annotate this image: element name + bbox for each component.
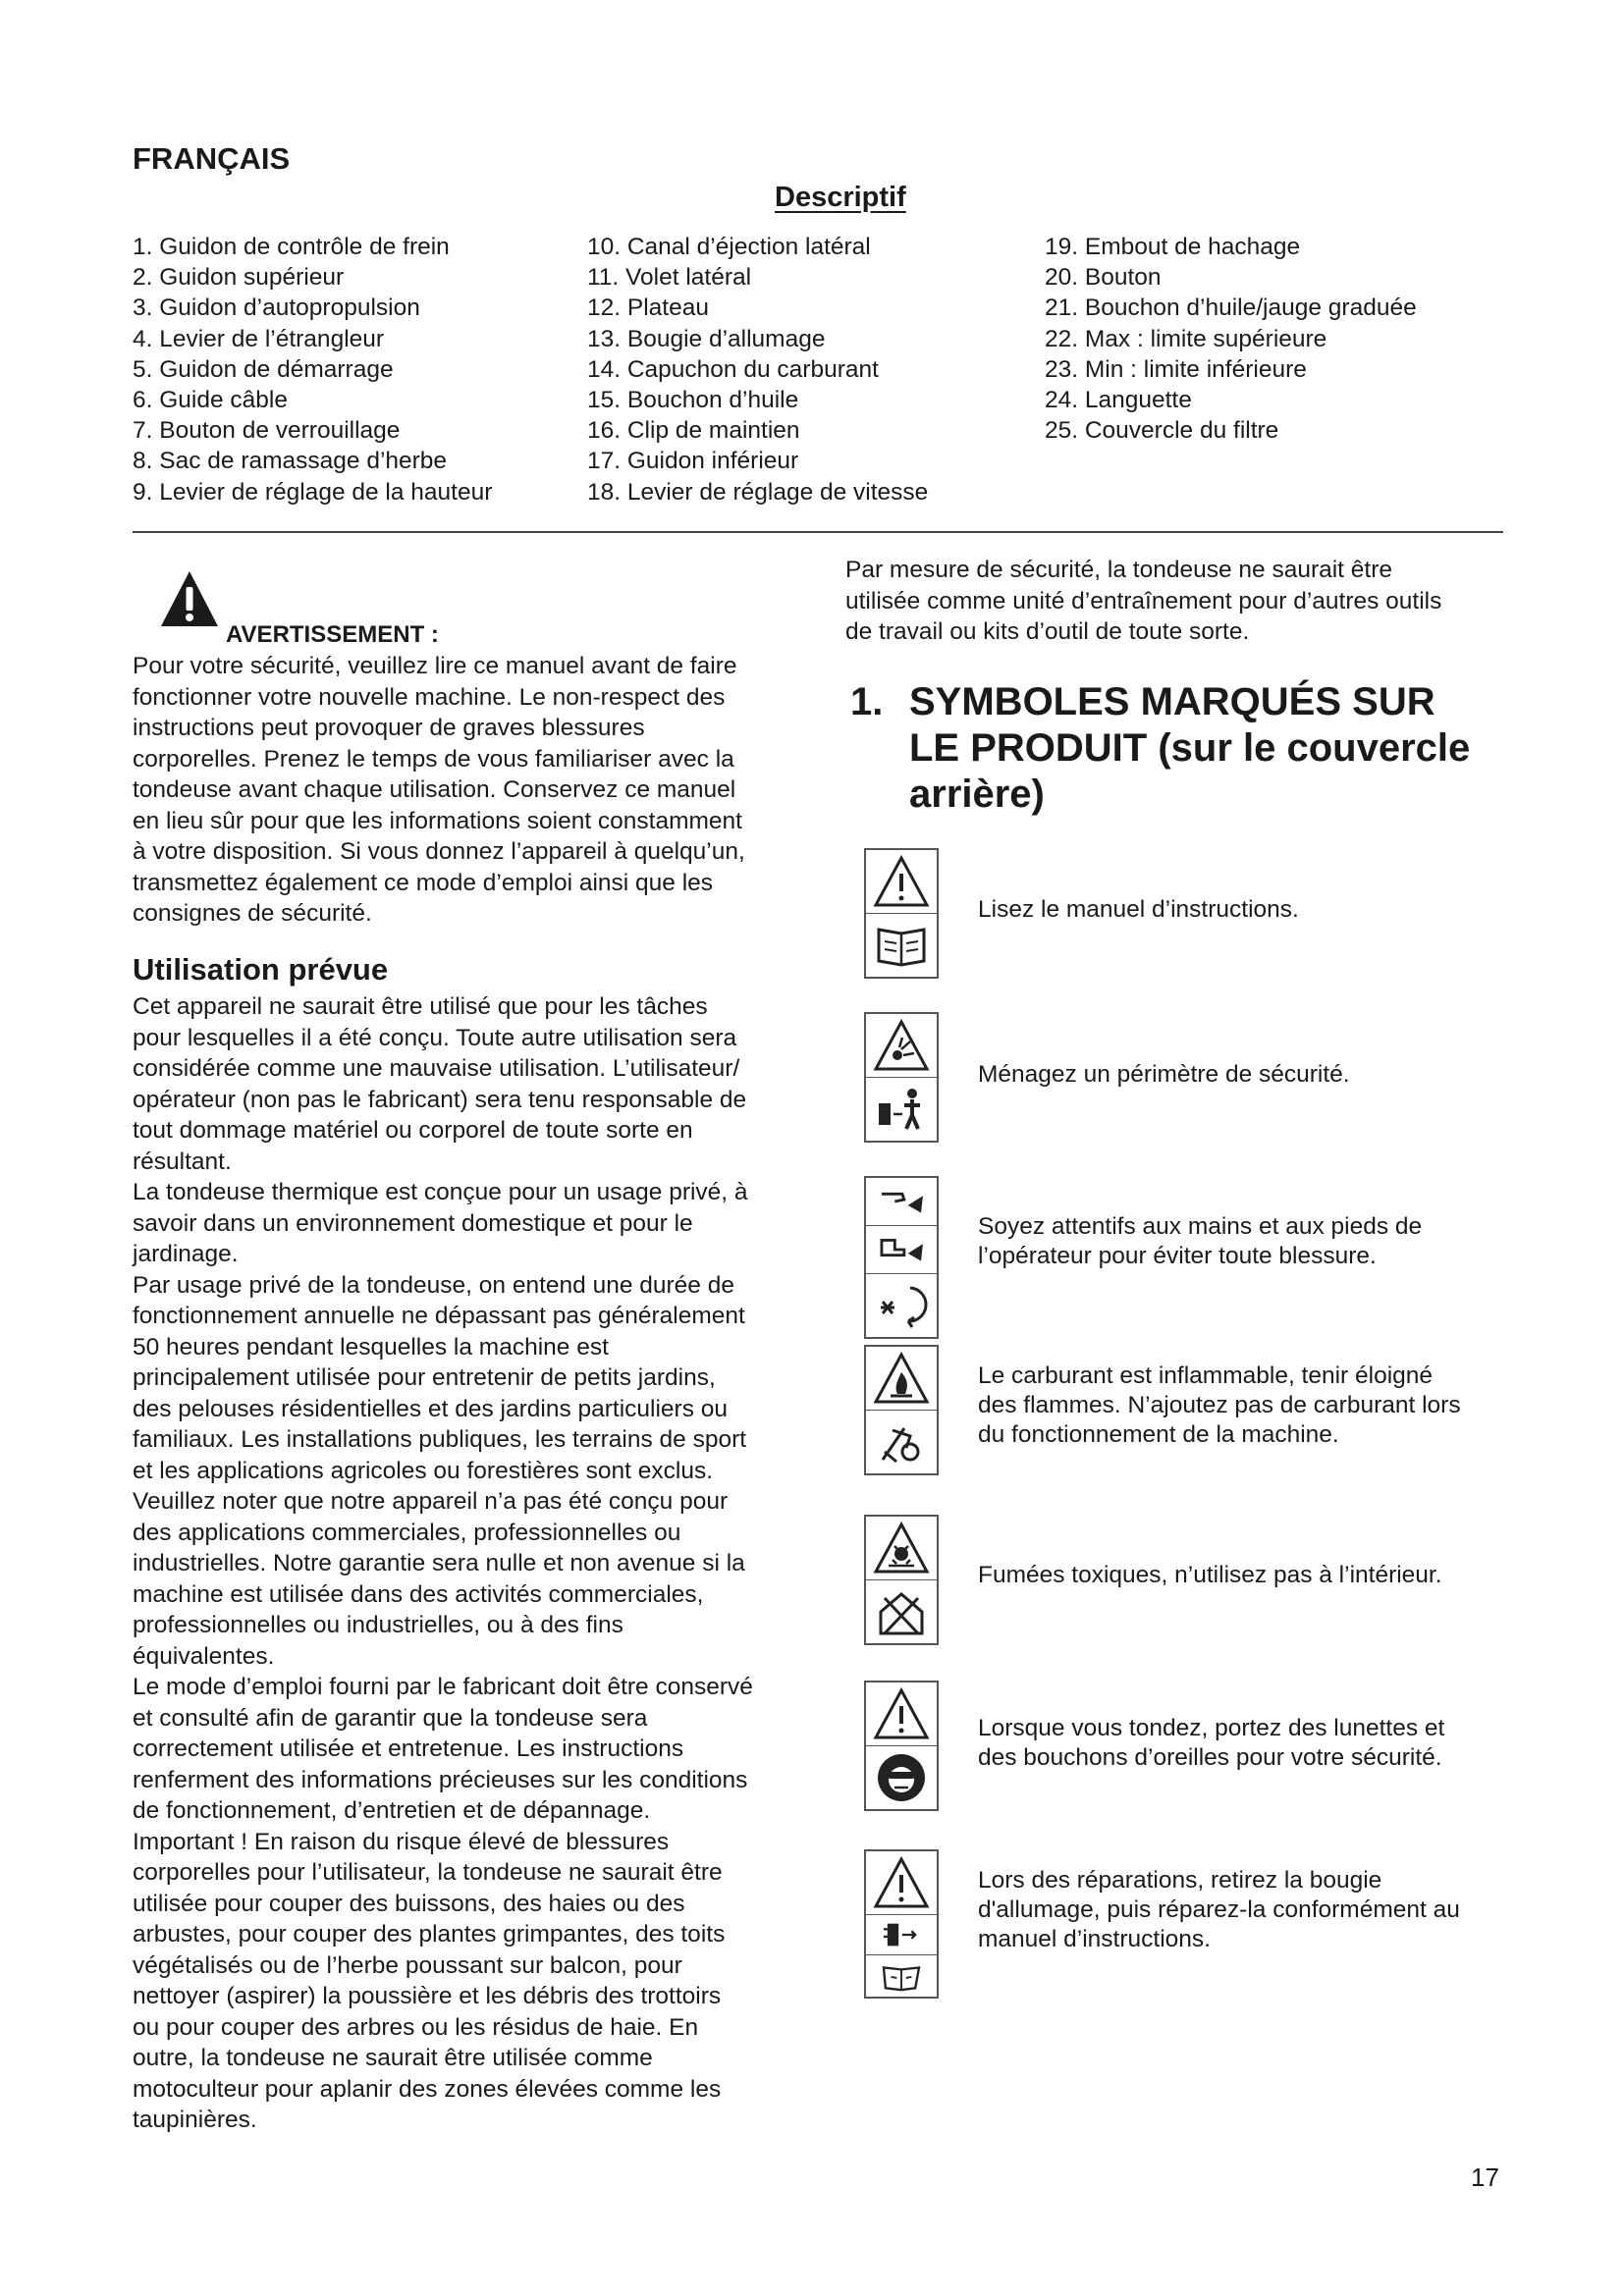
parts-list-col1 [133,232,492,507]
rotating-blade-icon [873,1278,930,1333]
text-line: des applications commerciales, professionnelles ou [133,1519,681,1546]
symbols-section-title [850,679,1470,818]
text-line: à votre disposition. Si vous donnez l’appareil à quelqu’un, [133,838,745,865]
section-title-descriptif: Descriptif [775,182,906,213]
warning-heading: AVERTISSEMENT : [226,621,439,648]
text-line: du fonctionnement de la machine. [978,1421,1339,1448]
text-line: transmettez également ce mode d’emploi ainsi que les [133,869,714,896]
list-item: 14. Capuchon du carburant [587,355,879,383]
list-item: 9. Levier de réglage de la hauteur [133,478,493,506]
symbol-description [978,1866,1460,1954]
title-line: SYMBOLES MARQUÉS SUR [909,680,1435,723]
list-item: 23. Min : limite inférieure [1045,355,1307,383]
text-line: nettoyer (aspirer) la poussière et les débris des trottoirs [133,1983,722,2009]
list-item: 16. Clip de maintien [587,417,800,445]
list-item: 25. Couvercle du filtre [1045,417,1279,445]
text-line: Pour votre sécurité, veuillez lire ce manuel avant de faire [133,653,737,679]
text-line: corporelles. Prenez le temps de vous familiariser avec la [133,745,734,773]
text-line: 50 heures pendant lesquelles la machine est [133,1333,609,1361]
symbol-description [978,895,1299,925]
text-line: et consulté afin de garantir que la tondeuse sera [133,1704,648,1732]
warning-triangle-icon [873,1855,930,1910]
list-item: 10. Canal d’éjection latéral [587,234,871,260]
text-line: des flammes. N’ajoutez pas de carburant lors [978,1392,1461,1418]
text-line: savoir dans un environnement domestique et pour le [133,1209,693,1237]
section-number: 1. [850,680,884,723]
list-item: 13. Bougie d’allumage [587,325,826,352]
text-line: manuel d’instructions. [978,1926,1211,1952]
symbol-panel [864,1681,939,1811]
text-line: utilisée pour couper des buissons, des haies ou des [133,1890,685,1917]
symbol-description [978,1212,1422,1271]
text-line: en lieu sûr pour que les informations soient constamment [133,807,742,834]
intended-use-paragraph [133,991,795,2136]
text-line: opérateur (non pas le fabricant) sera tenu responsable de [133,1086,747,1113]
text-line: des bouchons d’oreilles pour votre sécurité. [978,1744,1442,1771]
text-line: pour lesquelles il a été conçu. Toute autre utilisation sera [133,1024,737,1051]
text-line: et les applications agricoles ou forestières sont exclus. [133,1457,714,1484]
text-line: résultant. [133,1148,232,1175]
text-line: fonctionnement annuelle ne dépassant pas généralement [133,1303,745,1329]
list-item: 17. Guidon inférieur [587,448,799,475]
warning-icon [159,569,220,628]
language-heading: FRANÇAIS [133,141,291,176]
text-line: motoculteur pour aplanir des zones élevées comme les [133,2075,722,2103]
intended-use-title: Utilisation prévue [133,952,389,987]
text-line: corporelles pour l’utilisateur, la tondeuse ne saurait être [133,1859,723,1886]
text-line: arbustes, pour couper des plantes grimpantes, des toits [133,1921,726,1948]
text-line: Lorsque vous tondez, portez des lunettes et [978,1715,1445,1741]
list-item: 1. Guidon de contrôle de frein [133,234,450,260]
eye-ear-protection-icon [873,1750,930,1805]
text-line: Lors des réparations, retirez la bougie [978,1867,1382,1894]
text-line: Cet appareil ne saurait être utilisé que pour les tâches [133,993,708,1020]
text-line: taupinières. [133,2107,257,2133]
symbol-panel [864,1176,939,1339]
list-item: 19. Embout de hachage [1045,234,1301,260]
text-line: machine est utilisée dans des activités commerciales, [133,1580,704,1608]
text-line: instructions peut provoquer de graves blessures [133,715,645,741]
text-line: des pelouses résidentielles et des jardins particuliers ou [133,1395,729,1422]
symbol-panel [864,1515,939,1645]
text-line: végétalisés ou de l’herbe poussant sur balcon, pour [133,1951,682,1979]
text-line: Le carburant est inflammable, tenir éloigné [978,1362,1434,1389]
list-item: 20. Bouton [1045,264,1162,292]
text-line: de travail ou kits d’outil de toute sorte. [845,618,1250,645]
text-line: consignes de sécurité. [133,900,372,927]
projectile-warning-icon [873,1018,930,1073]
text-line: tondeuse avant chaque utilisation. Conservez ce manuel [133,776,736,803]
text-line: renferment des informations précieuses sur les conditions [133,1766,748,1793]
symbol-panel [864,1345,939,1475]
text-line: professionnelles ou industrielles, ou à des fins [133,1612,623,1638]
open-book-icon [873,918,930,973]
warning-triangle-icon [873,854,930,909]
symbol-panel [864,1849,939,1999]
list-item: 11. Volet latéral [587,264,752,292]
title-line: LE PRODUIT (sur le couvercle [909,726,1471,770]
parts-list-col2 [587,232,928,507]
drive-unit-note [845,555,1441,648]
list-item: 24. Languette [1045,387,1192,414]
text-line: ou pour couper des arbres ou les résidus de haie. En [133,2013,699,2041]
warning-triangle-icon [873,1686,930,1741]
manual-icon [873,1958,930,1994]
text-line: Fumées toxiques, n’utilisez pas à l’intérieur. [978,1562,1442,1588]
list-item: 7. Bouton de verrouillage [133,417,401,445]
warning-paragraph [133,651,795,930]
title-line: arrière) [909,773,1045,816]
text-line: l’opérateur pour éviter toute blessure. [978,1243,1377,1269]
safety-distance-icon [873,1082,930,1137]
list-item: 5. Guidon de démarrage [133,355,394,383]
list-item: 18. Levier de réglage de vitesse [587,478,929,506]
text-line: considérée comme une mauvaise utilisation. L’utilisateur/ [133,1055,740,1082]
symbol-description [978,1561,1442,1590]
hand-blade-icon [873,1181,930,1222]
text-line: familiaux. Les installations publiques, les terrains de sport [133,1426,747,1453]
text-line: Important ! En raison du risque élevé de blessures [133,1828,670,1855]
horizontal-divider [133,531,1503,533]
list-item: 8. Sac de ramassage d’herbe [133,448,448,475]
symbol-description [978,1362,1461,1450]
text-line: Le mode d’emploi fourni par le fabricant doit être conservé [133,1674,753,1700]
list-item: 2. Guidon supérieur [133,264,345,292]
symbol-panel [864,848,939,979]
text-line: industrielles. Notre garantie sera nulle et non avenue si la [133,1550,745,1576]
fire-warning-icon [873,1351,930,1406]
no-refuel-running-icon [873,1415,930,1469]
list-item: 21. Bouchon d’huile/jauge graduée [1045,294,1417,322]
list-item: 3. Guidon d’autopropulsion [133,294,420,322]
text-line: correctement utilisée et entretenue. Les instructions [133,1735,684,1762]
no-indoor-icon [873,1584,930,1639]
text-line: Par usage privé de la tondeuse, on entend une durée de [133,1271,734,1299]
text-line: Ménagez un périmètre de sécurité. [978,1061,1350,1088]
list-item: 22. Max : limite supérieure [1045,325,1327,352]
list-item: 4. Levier de l’étrangleur [133,325,385,352]
text-line: d'allumage, puis réparez-la conformément au [978,1896,1460,1923]
foot-blade-icon [873,1229,930,1270]
parts-list-col3 [1045,232,1417,446]
spark-plug-icon [873,1918,930,1951]
text-line: principalement utilisée pour entretenir de petits jardins, [133,1364,716,1391]
list-item: 15. Bouchon d’huile [587,387,799,414]
text-line: utilisée comme unité d’entraînement pour d’autres outils [845,587,1442,614]
text-line: Soyez attentifs aux mains et aux pieds de [978,1213,1423,1240]
text-line: Par mesure de sécurité, la tondeuse ne saurait être [845,557,1393,583]
text-line: Lisez le manuel d’instructions. [978,896,1299,923]
text-line: de fonctionnement, d’entretien et de dépannage. [133,1797,651,1824]
text-line: La tondeuse thermique est conçue pour un usage privé, à [133,1179,748,1205]
symbol-description [978,1060,1350,1090]
list-item: 12. Plateau [587,294,709,322]
toxic-fumes-icon [873,1521,930,1575]
text-line: jardinage. [133,1241,239,1267]
symbol-panel [864,1012,939,1143]
text-line: équivalentes. [133,1642,275,1670]
text-line: fonctionner votre nouvelle machine. Le non-respect des [133,683,726,711]
list-item: 6. Guide câble [133,387,288,414]
text-line: outre, la tondeuse ne saurait être utilisée comme [133,2045,653,2071]
page-number: 17 [1471,2163,1499,2192]
text-line: tout dommage matériel ou corporel de toute sorte en [133,1117,693,1144]
symbol-description [978,1714,1444,1773]
text-line: Veuillez noter que notre appareil n’a pas été conçu pour [133,1488,729,1515]
